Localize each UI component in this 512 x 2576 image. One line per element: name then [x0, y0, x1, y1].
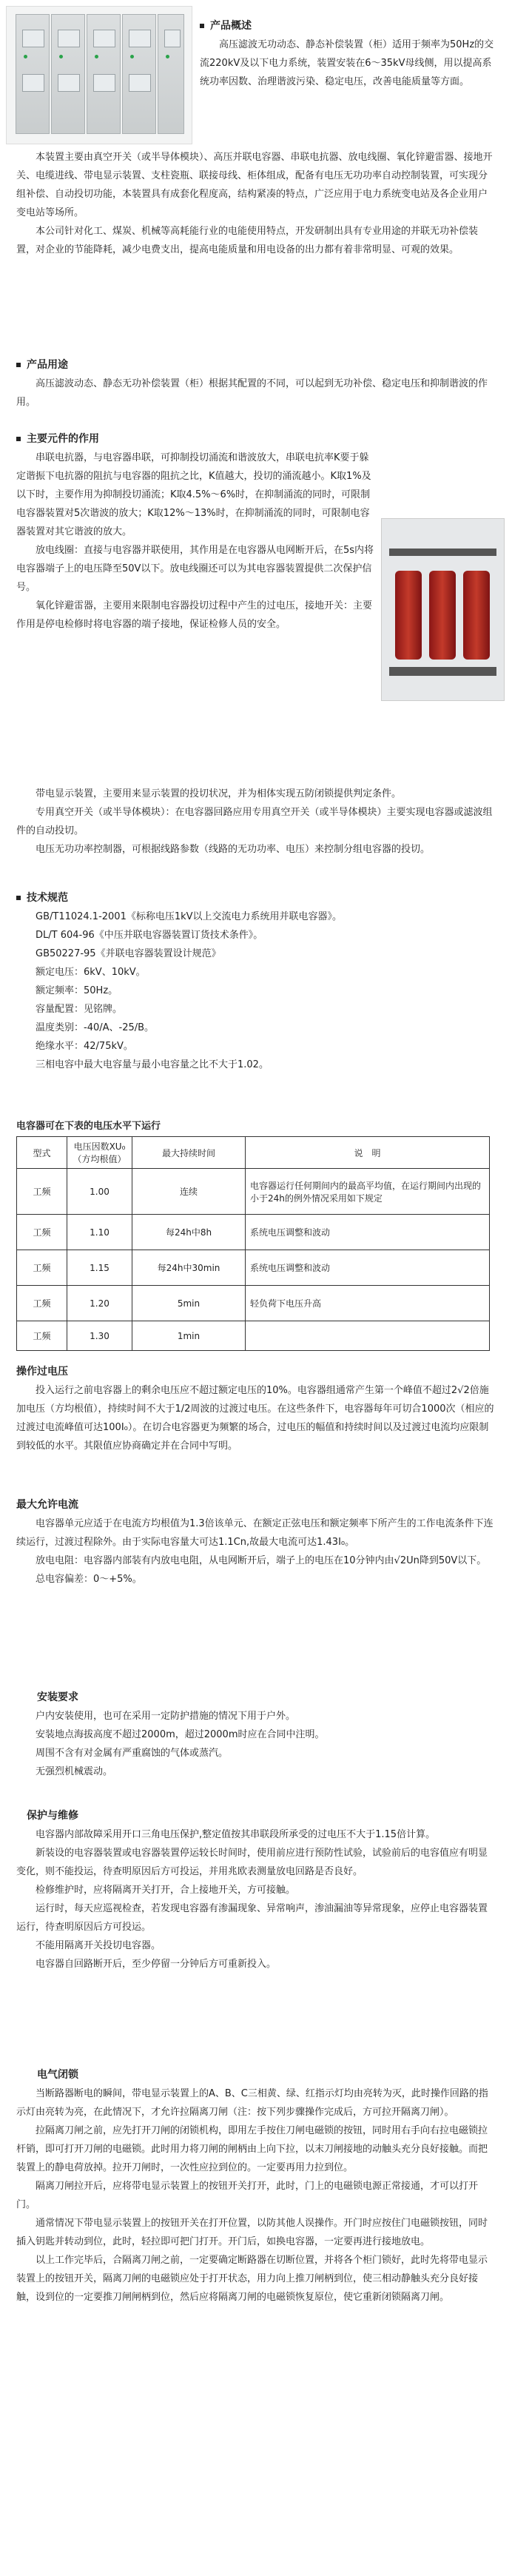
current-paragraph-1: 电容器单元应适于在电流方均根值为1.3倍该单元、在额定正弦电压和额定频率下所产生的工作电流条件下连续运行，过渡过程除外。由于实际电容量大可达1.1Cn,故最大电流可达1.43I₀。 [16, 1518, 494, 1548]
install-line: 无强烈机械震动。 [36, 1766, 113, 1777]
table-cell: 1min [132, 1321, 246, 1351]
usage-heading: 产品用途 [16, 355, 496, 375]
maintenance-heading: 保护与维修 [27, 1810, 78, 1822]
components-paragraph-5: 专用真空开关（或半导体模块）：在电容器回路应用专用真空开关（或半导体模块）主要实现电容器或滤波组件的自动投切。 [16, 807, 493, 836]
table-cell: 每24h中30min [132, 1250, 246, 1286]
maintenance-paragraph: 电容器内部故障采用开口三角电压保护,整定值按其串联段所承受的过电压不大于1.15倍计算。 [36, 1829, 436, 1840]
table-cell: 工频 [17, 1250, 67, 1286]
table-row [17, 1169, 490, 1215]
maintenance-paragraph: 不能用隔离开关投切电容器。 [36, 1940, 161, 1951]
interlock-paragraph: 拉隔离刀闸之前，应先打开刀闸的闭锁机构，即用左手按住刀闸电磁锁的按钮，同时用右手向右拉电磁锁拉杆销，即可打开刀闸的电磁锁。此时用力将刀闸的闸柄由上向下拉，以末刀闸接地的动触头充分良好接触。而把装置上的静电荷放掉。拉开刀闸时，一次性应拉到位的。一定要再用力拉到位。 [16, 2125, 488, 2173]
table-cell: 工频 [17, 1215, 67, 1250]
maintenance-paragraph: 电容器自回路断开后，至少停留一分钟后方可重新投入。 [36, 1959, 277, 1970]
table-cell: 轻负荷下电压升高 [246, 1286, 490, 1321]
overview-heading: 产品概述 [200, 16, 496, 36]
table-header: 说 明 [246, 1137, 490, 1169]
install-line: 户内安装使用，也可在采用一定防护措施的情况下用于户外。 [36, 1711, 296, 1722]
table-row [17, 1215, 490, 1250]
switchgear-cabinet-image [6, 6, 192, 144]
table-cell [246, 1321, 490, 1351]
overview-paragraph-3: 本公司针对化工、煤炭、机械等高耗能行业的电能使用特点，开发研制出具有专业用途的并联无功补偿装置，对企业的节能降耗，减少电费支出，提高电能质量和用电设备的出力都有着非常明显、可观的效果。 [16, 226, 479, 255]
specs-heading: 技术规范 [16, 888, 496, 908]
spec-line: 额定频率：50Hz。 [36, 985, 118, 996]
interlock-paragraph: 通常情况下带电显示装置上的按钮开关在打开位置，以防其他人误操作。开门时应按住门电磁锁按钮，同时插入钥匙并转动到位，此时，轻拉即可把门打开。开门后，如换电容器，一定要再进行接地放电。 [16, 2218, 488, 2247]
spec-line: DL/T 604-96《中压并联电容器装置订货技术条件》。 [36, 930, 263, 941]
spec-line: 三相电容中最大电容量与最小电容量之比不大于1.02。 [36, 1059, 269, 1070]
install-line: 周围不含有对金属有严重腐蚀的气体或蒸汽。 [36, 1748, 229, 1759]
current-paragraph-3: 总电容偏差：0～+5%。 [36, 1574, 142, 1585]
components-paragraph-6: 电压无功功率控制器，可根据线路参数（线路的无功功率、电压）来控制分组电容器的投切。 [36, 844, 431, 855]
overvoltage-heading: 操作过电压 [16, 1366, 68, 1378]
table-header: 型式 [17, 1137, 67, 1169]
table-header-row [17, 1137, 490, 1169]
table-cell: 电容器运行任何期间内的最高平均值，在运行期间内出现的小于24h的例外情况采用如下规定 [246, 1169, 490, 1215]
interlock-heading: 电气闭锁 [37, 2069, 78, 2081]
spec-line: 容量配置：见铭牌。 [36, 1004, 123, 1015]
spec-line: GB50227-95《并联电容器装置设计规范》 [36, 948, 221, 959]
components-paragraph-3: 氧化锌避雷器，主要用来限制电容器投切过程中产生的过电压，接地开关：主要作用是停电检修时将电容器的端子接地，保证检修人员的安全。 [16, 600, 373, 630]
table-cell: 每24h中8h [132, 1215, 246, 1250]
overview-paragraph-2: 本装置主要由真空开关（或半导体模块）、高压并联电容器、串联电抗器、放电线圈、氧化锌避雷器、接地开关、电缆进线、带电显示装置、支柱瓷瓶、联接母线、柜体组成，配备有电压无功功率自动控制装置，可实现分组补偿、自动投切功能，本装置具有成套化程度高，结构紧凑的特点，广泛应用于电力系统变电站及各企业用户变电站等场所。 [16, 152, 493, 218]
spec-line: 绝缘水平：42/75kV。 [36, 1041, 133, 1052]
table-cell: 1.30 [67, 1321, 132, 1351]
current-heading: 最大允许电流 [16, 1499, 78, 1511]
install-heading: 安装要求 [37, 1691, 78, 1703]
interlock-paragraph: 当断路器断电的瞬间，带电显示装置上的A、B、C三相黄、绿、红指示灯均由亮转为灭，此时操作回路的指示灯由亮转为亮，在此情况下，才允许拉隔离刀闸（注：按下列步骤操作完成后，方可拉开隔离刀闸）。 [16, 2088, 488, 2118]
components-heading: 主要元件的作用 [16, 429, 375, 449]
table-row [17, 1321, 490, 1351]
components-paragraph-2: 放电线圈：直接与电容器并联使用，其作用是在电容器从电网断开后，在5s内将电容器端子上的电压降至50V以下。放电线圈还可以为其电容器装置提供二次保护信号。 [16, 545, 374, 593]
table-cell: 工频 [17, 1169, 67, 1215]
table-caption: 电容器可在下表的电压水平下运行 [16, 1121, 161, 1132]
components-paragraph-4: 带电显示装置，主要用来显示装置的投切状况，并为相体实现五防闭锁提供判定条件。 [36, 788, 402, 799]
reactor-coil-image [381, 518, 505, 701]
overview-paragraph-1: 高压滤波无功动态、静态补偿装置（柜）适用于频率为50Hz的交流220kV及以下电力系统，装置安装在6～35kV母线侧，用以提高系统功率因数、治理谐波污染、稳定电压，改善电能质量等方面。 [200, 39, 494, 87]
table-cell: 工频 [17, 1286, 67, 1321]
table-cell: 工频 [17, 1321, 67, 1351]
overvoltage-paragraph: 投入运行之前电容器上的剩余电压应不超过额定电压的10%。电容器组通常产生第一个峰值不超过2√2倍施加电压（方均根值），持续时间不大于1/2周波的过渡过电压。在这些条件下，电容器每年可切合1000次（相应的过渡过电流峰值可达100I₀）。在切合电容器更为频繁的场合，过电压的幅值和持续时间以及过渡过电流均应限制到较低的水平。其限值应协商确定并在合同中写明。 [16, 1385, 494, 1452]
spec-line: 温度类别：-40/A、-25/B。 [36, 1022, 155, 1033]
maintenance-paragraph: 新装设的电容器装置或电容器装置停运较长时间时，使用前应进行预防性试验，试验前后的电容值应有明显变化，则不能投运，待查明原因后方可投运，并用兆欧表测量放电回路是否良好。 [16, 1848, 488, 1877]
table-cell: 1.15 [67, 1250, 132, 1286]
table-row [17, 1286, 490, 1321]
current-paragraph-2: 放电电阻：电容器内部装有内放电电阻，从电网断开后，端子上的电压在10分钟内由√2Un降到50V以下。 [36, 1555, 487, 1566]
table-cell: 系统电压调整和波动 [246, 1250, 490, 1286]
table-header: 最大持续时间 [132, 1137, 246, 1169]
components-paragraph-1: 串联电抗器，与电容器串联，可抑制投切涌流和谐波放大，串联电抗率K要于躲定谐振下电抗器的阻抗与电容器的阻抗之比，K值越大，投切的涌流越小。K取1%及以下时，主要作用为抑制投切涌流；K取4.5%～6%时，在抑制涌流的同时，可限制电容器装置对5次谐波的放大；K取12%～13%时，在抑制涌流的同时，可限制电容器装置对其它谐波的放大。 [16, 452, 371, 537]
spec-line: GB/T11024.1-2001《标称电压1kV以上交流电力系统用并联电容器》。 [36, 911, 343, 922]
table-row [17, 1250, 490, 1286]
table-cell: 1.10 [67, 1215, 132, 1250]
table-cell: 1.20 [67, 1286, 132, 1321]
table-cell: 系统电压调整和波动 [246, 1215, 490, 1250]
table-cell: 1.00 [67, 1169, 132, 1215]
spec-line: 额定电压：6kV、10kV。 [36, 967, 146, 978]
table-cell: 5min [132, 1286, 246, 1321]
table-header: 电压因数XU₀（方均根值） [67, 1137, 132, 1169]
interlock-paragraph: 以上工作完毕后，合隔离刀闸之前，一定要确定断路器在切断位置，并将各个柜门锁好，此时先将带电显示装置上的按钮开关，隔离刀闸的电磁锁应处于打开状态，用力向上推刀闸柄到位，使三相动静触头充分良好接触，设到位的一定要推刀闸闸柄到位，然后应将隔离刀闸的电磁锁恢复原位，使它重新闭锁隔离刀闸。 [16, 2255, 488, 2303]
install-line: 安装地点海拔高度不超过2000m，超过2000m时应在合同中注明。 [36, 1729, 325, 1740]
voltage-level-table [16, 1136, 490, 1351]
interlock-paragraph: 隔离刀闸拉开后，应将带电显示装置上的按钮开关打开，此时，门上的电磁锁电源正常接通，才可以打开门。 [16, 2181, 479, 2210]
maintenance-paragraph: 运行时，每天应巡视检查，若发现电容器有渗漏现象、异常响声，渗油漏油等异常现象，应停止电容器装置运行，待查明原因后方可投运。 [16, 1903, 488, 1933]
maintenance-paragraph: 检修维护时，应将隔离开关打开，合上接地开关，方可接触。 [36, 1885, 296, 1896]
table-cell: 连续 [132, 1169, 246, 1215]
usage-paragraph: 高压滤波动态、静态无功补偿装置（柜）根据其配置的不同，可以起到无功补偿、稳定电压和抑制谐波的作用。 [16, 378, 488, 408]
